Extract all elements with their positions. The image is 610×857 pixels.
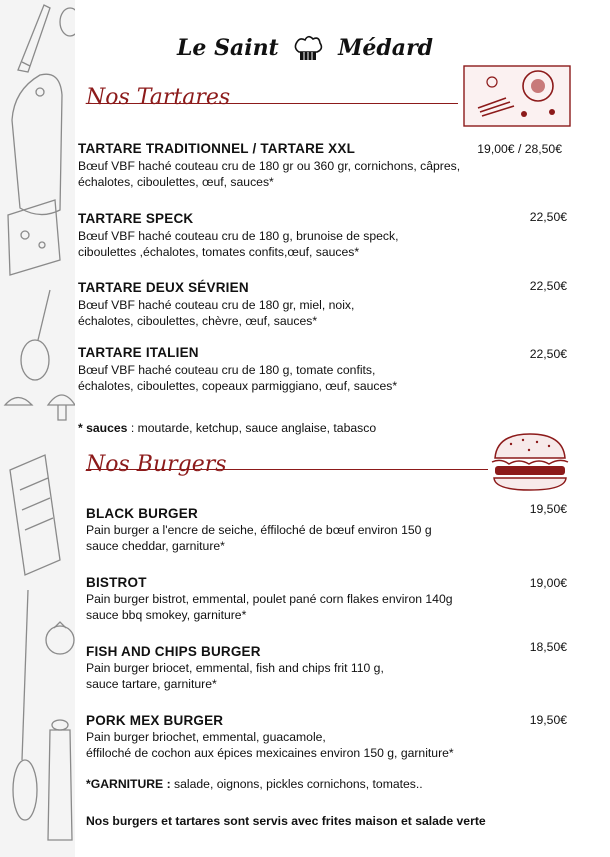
brand-title: [0, 34, 610, 62]
tartares-title-rule: [86, 103, 458, 104]
dish-description-line: sauce cheddar, garniture*: [86, 539, 225, 553]
sauces-note: [78, 421, 376, 435]
sauces-label: * sauces: [78, 421, 128, 435]
dish-name: PORK MEX BURGER: [86, 713, 224, 728]
dish-description: [86, 591, 526, 623]
dish-description: [86, 660, 526, 692]
dish-description: [86, 729, 556, 761]
dish-description: [86, 522, 526, 554]
dish-name: TARTARE ITALIEN: [78, 345, 199, 360]
footer-note: Nos burgers et tartares sont servis avec frites maison et salade verte: [86, 814, 486, 828]
brand-left: Le Saint: [176, 35, 279, 61]
garniture-label: *GARNITURE :: [86, 777, 171, 791]
dish-description-line: éffiloché de cochon aux épices mexicaines environ 150 g, garniture*: [86, 746, 454, 760]
sauces-text: : moutarde, ketchup, sauce anglaise, tabasco: [127, 421, 377, 435]
dish-description-line: échalotes, ciboulettes, œuf, sauces*: [78, 175, 274, 189]
dish-price: 19,00€: [529, 576, 567, 590]
brand-right: Médard: [338, 35, 434, 61]
dish-price: 19,00€ / 28,50€: [477, 142, 562, 156]
dish-price: 22,50€: [529, 279, 567, 293]
tartare-board-illustration: [462, 64, 574, 130]
dish-description-line: Bœuf VBF haché couteau cru de 180 g, tomate confits,: [78, 363, 376, 377]
dish-description-line: Bœuf VBF haché couteau cru de 180 gr, miel, noix,: [78, 298, 355, 312]
garniture-text: salade, oignons, pickles cornichons, tomates..: [170, 777, 423, 791]
dish-description: [78, 297, 518, 329]
burgers-title-rule: [86, 469, 488, 470]
burger-illustration: [489, 430, 571, 494]
chef-hat-icon: [292, 34, 324, 62]
dish-name: TARTARE TRADITIONNEL / TARTARE XXL: [78, 141, 356, 156]
garniture-note: [86, 777, 423, 791]
dish-description: [78, 228, 518, 260]
dish-description-line: Bœuf VBF haché couteau cru de 180 g, brunoise de speck,: [78, 229, 399, 243]
dish-name: FISH AND CHIPS BURGER: [86, 644, 261, 659]
dish-description-line: Pain burger briocet, emmental, fish and chips frit 110 g,: [86, 661, 384, 675]
dish-name: BLACK BURGER: [86, 506, 198, 521]
dish-description-line: Pain burger a l'encre de seiche, éffiloché de bœuf environ 150 g: [86, 523, 432, 537]
dish-price: 22,50€: [529, 347, 567, 361]
dish-name: TARTARE SPECK: [78, 211, 194, 226]
dish-description: [78, 362, 518, 394]
dish-name: BISTROT: [86, 575, 147, 590]
dish-price: 19,50€: [529, 502, 567, 516]
dish-description: [78, 158, 518, 190]
dish-price: 18,50€: [529, 640, 567, 654]
dish-description-line: sauce bbq smokey, garniture*: [86, 608, 247, 622]
dish-description-line: sauce tartare, garniture*: [86, 677, 217, 691]
dish-price: 19,50€: [529, 713, 567, 727]
tartares-title: Nos Tartares: [86, 85, 231, 110]
dish-name: TARTARE DEUX SÉVRIEN: [78, 280, 249, 295]
dish-description-line: Pain burger bistrot, emmental, poulet pané corn flakes environ 140g: [86, 592, 453, 606]
burgers-title: Nos Burgers: [86, 452, 227, 477]
dish-description-line: échalotes, ciboulettes, copeaux parmiggiano, œuf, sauces*: [78, 379, 398, 393]
dish-description-line: Pain burger briochet, emmental, guacamole,: [86, 730, 326, 744]
dish-price: 22,50€: [529, 210, 567, 224]
dish-description-line: Bœuf VBF haché couteau cru de 180 gr ou 360 gr, cornichons, câpres,: [78, 159, 461, 173]
dish-description-line: échalotes, ciboulettes, chèvre, œuf, sauces*: [78, 314, 318, 328]
dish-description-line: ciboulettes ,échalotes, tomates confits,œuf, sauces*: [78, 245, 360, 259]
kitchen-sketch-sidebar: [0, 0, 75, 857]
